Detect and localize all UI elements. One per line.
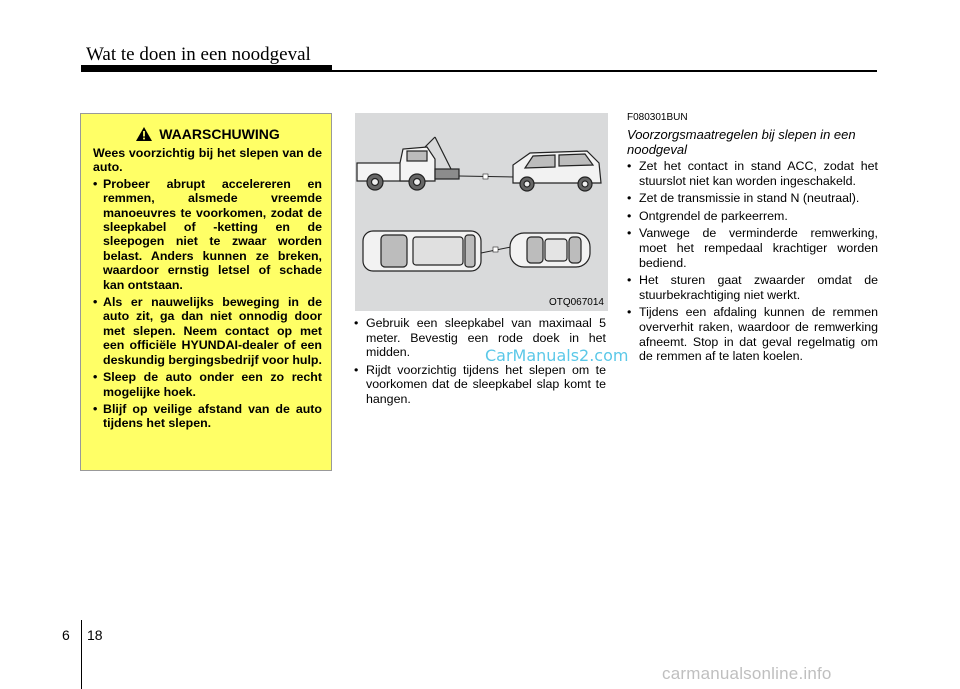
section-title: Voorzorgsmaatregelen bij slepen in een noodgeval (627, 127, 856, 157)
warning-item: • Als er nauwelijks beweging in de auto zit, ga dan niet onnodig door met slepen. Neem contact op met een officiële HYUNDAI-dealer of een deskundig bergingsbedrijf voor hulp. (93, 295, 322, 367)
warning-item: • Sleep de auto onder een zo recht mogelijke hoek. (93, 370, 322, 399)
right-item: • Ontgrendel de parkeerrem. (627, 208, 788, 223)
right-item: • Tijdens een afdaling kunnen de remmen oververhit raken, waardoor de remwerking afneemt. Stop in dat geval regelmatig om de remmen af te laten koelen. (627, 305, 878, 364)
right-list (627, 159, 878, 367)
warning-item: • Probeer abrupt accelereren en remmen, alsmede vreemde manoeuvres te voorkomen, zodat de sleepkabel of -ketting en de sleepogen niet te zwaar worden belast. Anders kunnen ze breken, waardoor ernstig letsel of schade kan ontstaan. (93, 176, 322, 292)
bullet-icon: • (627, 159, 632, 173)
bullet-icon: • (627, 208, 632, 223)
right-item: • Zet het contact in stand ACC, zodat het stuurslot niet kan worden ingeschakeld. (627, 159, 878, 188)
bullet-icon: • (627, 226, 632, 241)
warning-item: • Blijf op veilige afstand van de auto tijdens het slepen. (93, 401, 322, 431)
right-item: • Vanwege de verminderde remwerking, moet het rempedaal krachtiger worden bediend. (627, 226, 878, 270)
tow-rope-top-flag (493, 247, 498, 252)
header-rule-thin (81, 70, 877, 72)
middle-item: • Gebruik een sleepkabel van maximaal 5 meter. Bevestig een rode doek in het midden. (354, 316, 606, 360)
minivan-side-illustration (513, 151, 601, 191)
tow-rope-flag (483, 174, 488, 179)
bullet-icon: • (93, 401, 98, 416)
towing-illustration (355, 113, 608, 311)
sedan-top-illustration (510, 233, 590, 267)
right-item: • Het sturen gaat zwaarder omdat de stuurbekrachtiging niet werkt. (627, 273, 878, 302)
warning-list (93, 177, 322, 431)
watermark-link[interactable]: CarManuals2.com (485, 346, 629, 365)
bullet-icon: • (354, 316, 359, 330)
warning-box (80, 113, 332, 471)
warning-heading: WAARSCHUWING (159, 126, 280, 142)
page-number: 18 (87, 627, 103, 643)
bullet-icon: • (354, 362, 359, 377)
bullet-icon: • (93, 370, 98, 385)
middle-item: • Rijdt voorzichtig tijdens het slepen om te voorkomen dat de sleepkabel slap komt te hangen. (354, 362, 606, 406)
bullet-icon: • (627, 305, 632, 320)
section-number: 6 (62, 627, 70, 643)
bullet-icon: • (93, 295, 98, 310)
tow-truck-illustration (357, 137, 459, 190)
bullet-icon: • (93, 176, 98, 191)
warning-intro: Wees voorzichtig bij het slepen van de auto. (93, 146, 322, 175)
bullet-icon: • (627, 273, 632, 288)
towing-drawing (355, 113, 608, 311)
bullet-icon: • (627, 191, 632, 206)
warning-heading-row (93, 126, 322, 142)
warning-triangle-icon (135, 126, 153, 142)
site-watermark: carmanualsonline.info (662, 664, 832, 683)
figure-code: OTQ067014 (548, 297, 604, 308)
section-code: F080301BUN (627, 112, 688, 123)
footer-divider (81, 620, 82, 689)
right-item: • Zet de transmissie in stand N (neutraal). (627, 191, 860, 206)
minivan-top-illustration (363, 231, 481, 271)
page-header-title: Wat te doen in een noodgeval (86, 44, 311, 65)
